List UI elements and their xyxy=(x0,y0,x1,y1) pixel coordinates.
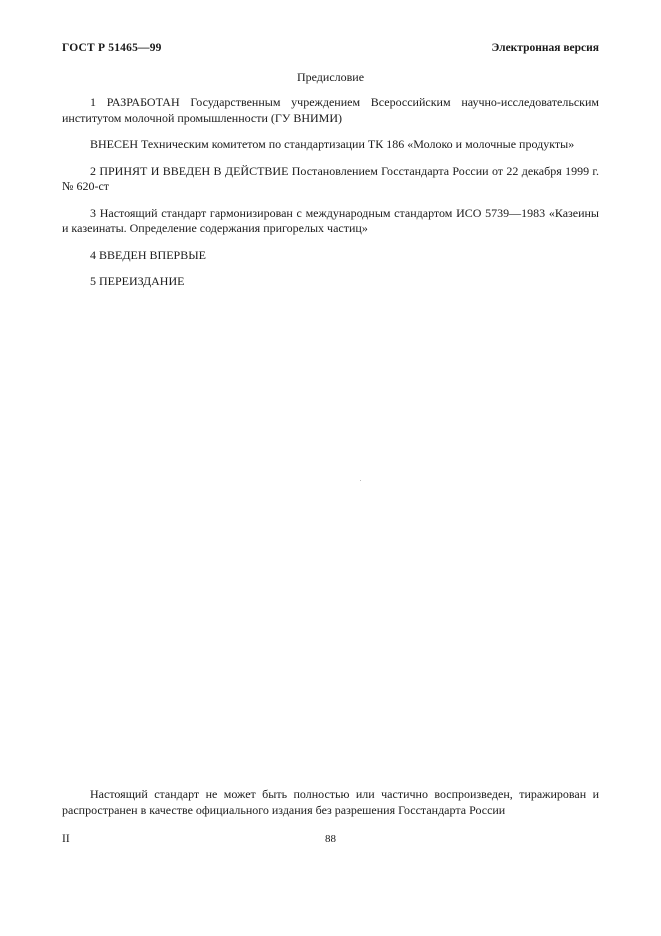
page-number: 88 xyxy=(325,833,336,845)
paragraph-introduced: ВНЕСЕН Техническим комитетом по стандартизации ТК 186 «Молоко и молочные продукты» xyxy=(90,137,575,151)
scan-speck xyxy=(360,480,361,481)
paragraph-adopted: 2 ПРИНЯТ И ВВЕДЕН В ДЕЙСТВИЕ Постановлением Госстандарта России от 22 декабря 1999 г. № 620-ст xyxy=(62,163,599,193)
paragraph-developed: 1 РАЗРАБОТАН Государственным учреждением Всероссийским научно-исследовательским институтом молочной промышленности (ГУ ВНИМИ) xyxy=(62,95,599,125)
edition-label: Электронная версия xyxy=(491,42,599,54)
standard-code: ГОСТ Р 51465—99 xyxy=(62,42,162,54)
paragraph-reissue: 5 ПЕРЕИЗДАНИЕ xyxy=(90,274,185,288)
foreword-body xyxy=(62,95,599,301)
paragraph-harmonized: 3 Настоящий стандарт гармонизирован с международным стандартом ИСО 5739—1983 «Казеины и казеинаты. Определение содержания пригорелых частиц» xyxy=(62,205,599,235)
paragraph-first-introduced: 4 ВВЕДЕН ВПЕРВЫЕ xyxy=(90,247,206,262)
page-title: Предисловие xyxy=(296,70,365,84)
roman-page-number: II xyxy=(62,833,70,845)
copyright-note: Настоящий стандарт не может быть полностью или частично воспроизведен, тиражирован и распространен в качестве официального издания без разрешения Госстандарта России xyxy=(62,787,599,817)
